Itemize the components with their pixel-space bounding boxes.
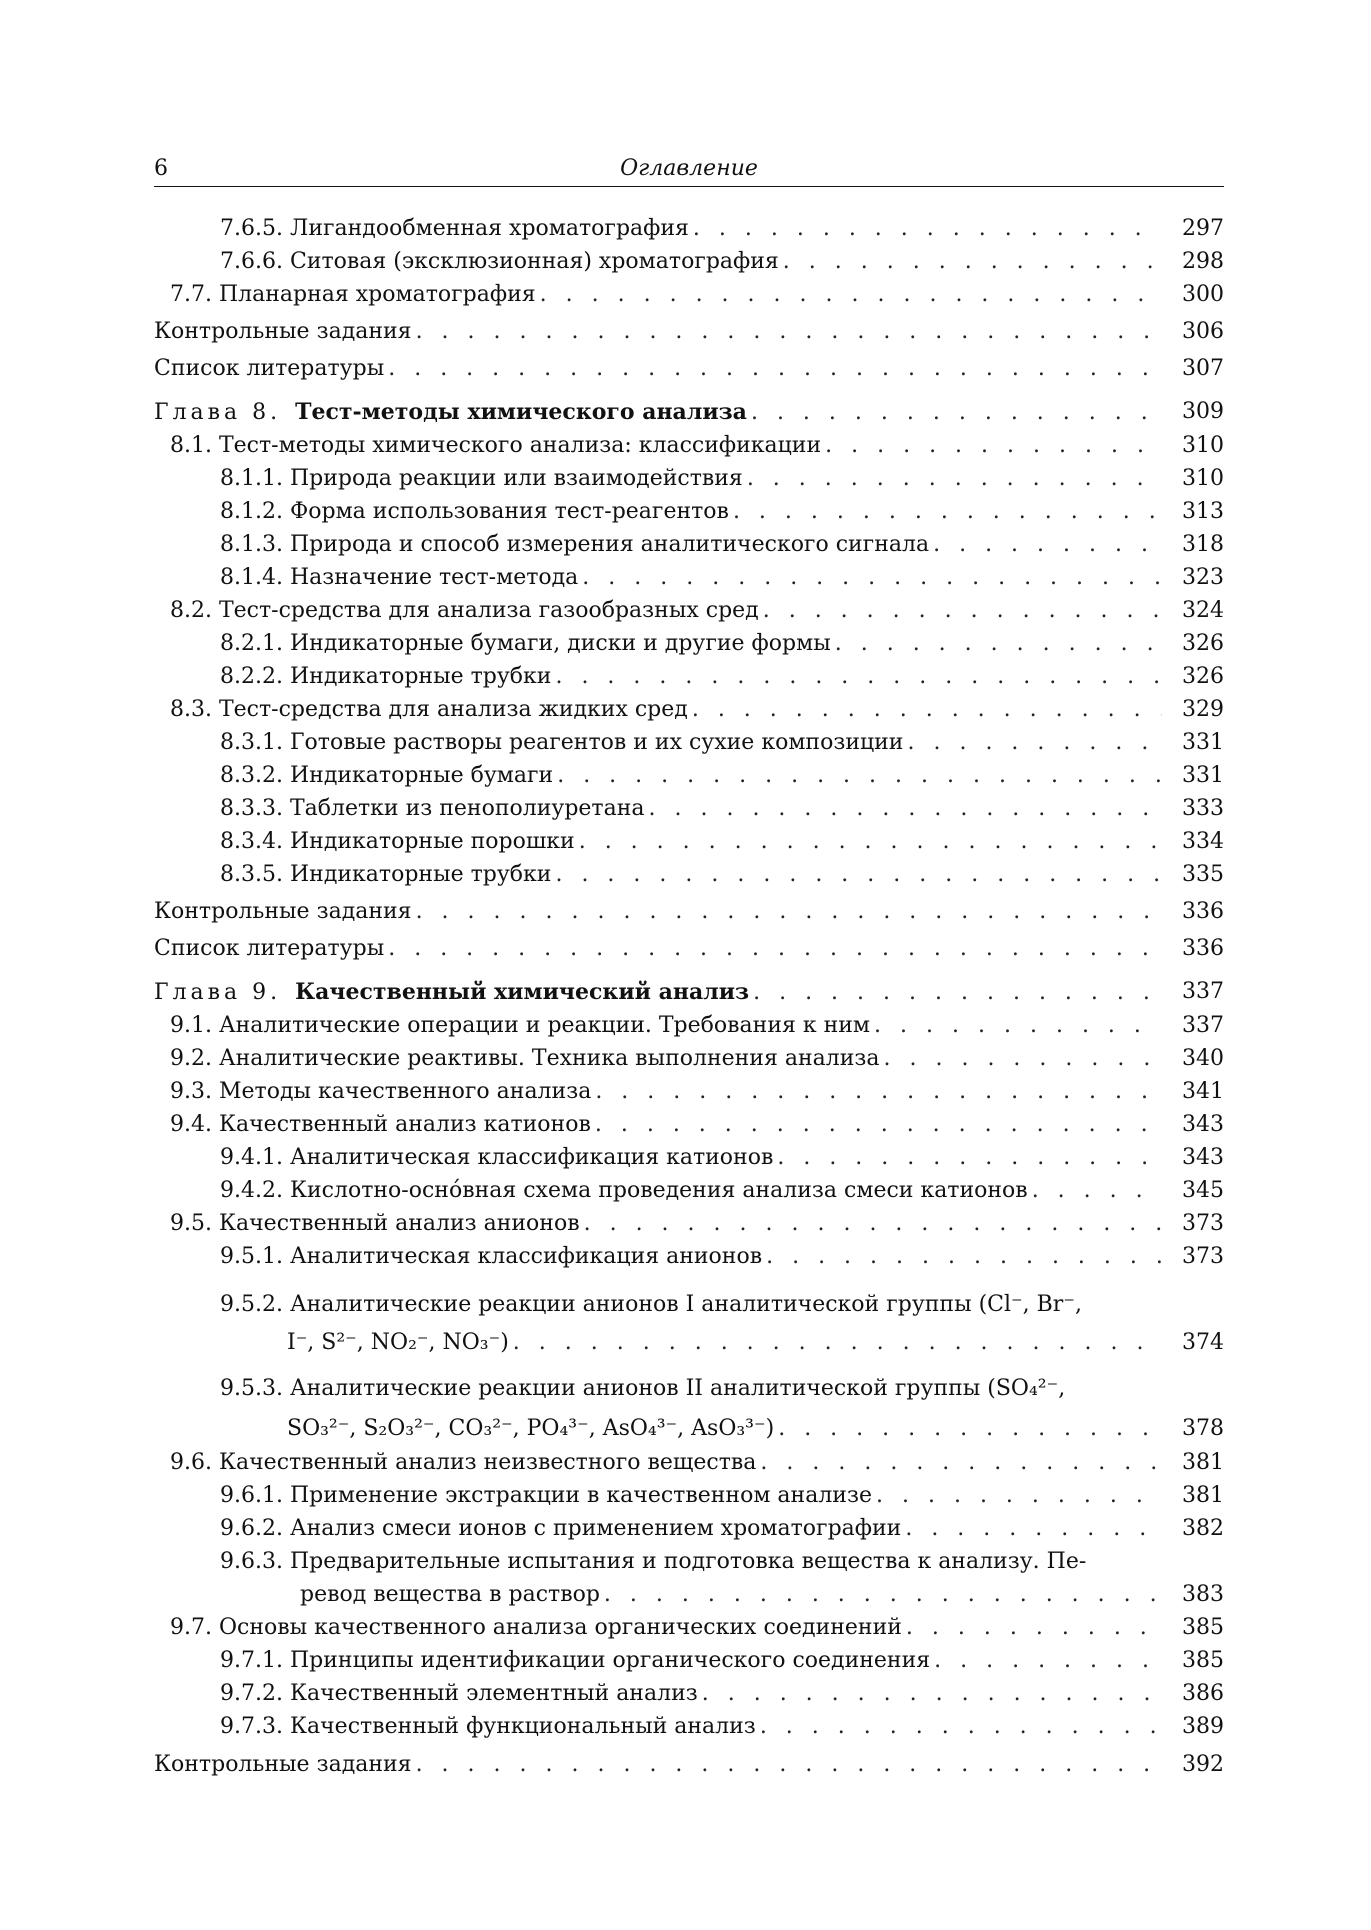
- toc-entry-title: Контрольные задания: [154, 319, 412, 344]
- dot-leader: [1032, 1176, 1162, 1206]
- dot-leader: [555, 662, 1162, 692]
- toc-entry-title: Принципы идентификации органического соединения: [289, 1648, 931, 1673]
- dot-leader: [555, 860, 1162, 890]
- dot-leader: [693, 214, 1162, 244]
- toc-entry-title: Предварительные испытания и подготовка вещества к анализу. Пе-: [289, 1549, 1087, 1574]
- toc-entry-page: 343: [1182, 1145, 1224, 1170]
- toc-entry[interactable]: [154, 596, 1224, 626]
- toc-entry-number: 9.7.: [170, 1615, 212, 1640]
- toc-entry-title: Аналитические реакции анионов I аналитической группы (Cl⁻, Br⁻,: [289, 1292, 1082, 1317]
- dot-leader: [783, 247, 1162, 277]
- toc-entry-title: Планарная хроматография: [218, 282, 536, 307]
- dot-leader: [835, 629, 1162, 659]
- toc-entry-page: 373: [1182, 1244, 1224, 1269]
- toc-entry-page: 306: [1182, 319, 1224, 344]
- toc-entry-number: 9.5.: [170, 1211, 212, 1236]
- toc-entry-page: 386: [1182, 1681, 1224, 1706]
- toc-entry[interactable]: [154, 1328, 1224, 1358]
- toc-entry-title: Лигандообменная хроматография: [289, 216, 689, 241]
- dot-leader: [579, 827, 1162, 857]
- toc-entry[interactable]: [154, 317, 1224, 347]
- dot-leader: [388, 934, 1162, 964]
- dot-leader: [760, 1712, 1162, 1742]
- dot-leader: [760, 1448, 1162, 1478]
- toc-entry-title: Кислотно-осно́вная схема проведения анализа смеси катионов: [289, 1178, 1028, 1203]
- toc-entry-first-line[interactable]: [220, 1290, 1224, 1320]
- dot-leader: [595, 1077, 1162, 1107]
- toc-entry-number: 9.2.: [170, 1046, 212, 1071]
- toc-entry-page: 381: [1182, 1483, 1224, 1508]
- toc-entry-title: Качественный анализ катионов: [218, 1112, 591, 1137]
- toc-entry-page: 309: [1182, 399, 1224, 424]
- toc-entry-number: 8.3.3.: [220, 796, 283, 821]
- dot-leader: [388, 354, 1162, 384]
- toc-entry-page: 335: [1182, 862, 1224, 887]
- dot-leader: [778, 1414, 1162, 1444]
- toc-entry[interactable]: [154, 1613, 1224, 1643]
- toc-entry-number: 8.3.4.: [220, 829, 283, 854]
- toc-entry[interactable]: [154, 1077, 1224, 1107]
- toc-entry-number: 8.2.1.: [220, 631, 283, 656]
- chapter-title: Качественный химический анализ: [295, 979, 750, 1005]
- toc-entry[interactable]: [154, 1679, 1224, 1709]
- toc-entry-title: Индикаторные бумаги: [289, 763, 554, 788]
- toc-entry-title: Список литературы: [154, 936, 385, 961]
- chapter-number: Глава 8.: [154, 400, 282, 425]
- toc-entry-number: 9.4.1.: [220, 1145, 283, 1170]
- toc-entry-number: 8.3.: [170, 697, 212, 722]
- toc-entry-title: Аналитические операции и реакции. Требования к ним: [218, 1013, 871, 1038]
- toc-entry-title: Контрольные задания: [154, 899, 412, 924]
- chapter-number: Глава 9.: [154, 980, 282, 1005]
- toc-entry-title: Аналитическая классификация анионов: [289, 1244, 763, 1269]
- toc-entry[interactable]: [154, 1011, 1224, 1041]
- toc-entry-number: 8.1.4.: [220, 565, 283, 590]
- toc-entry[interactable]: [154, 728, 1224, 758]
- toc-entry[interactable]: [154, 695, 1224, 725]
- toc-entry-page: 373: [1182, 1211, 1224, 1236]
- toc-entry[interactable]: [154, 662, 1224, 692]
- toc-entry-number: 8.1.: [170, 433, 212, 458]
- toc-entry-title: Природа реакции или взаимодействия: [289, 466, 743, 491]
- toc-entry-number: 8.1.1.: [220, 466, 283, 491]
- toc-entry-page: 378: [1182, 1416, 1224, 1441]
- toc-entry-page: 337: [1182, 1013, 1224, 1038]
- toc-entry-page: 329: [1182, 697, 1224, 722]
- toc-entry[interactable]: [154, 860, 1224, 890]
- toc-entry[interactable]: [154, 761, 1224, 791]
- dot-leader: [649, 794, 1163, 824]
- page-number: 6: [154, 156, 168, 181]
- toc-entry-number: 7.6.6.: [220, 249, 283, 274]
- toc-entry-page: 331: [1182, 730, 1224, 755]
- toc-entry-page: 331: [1182, 763, 1224, 788]
- toc-entry-title: Тест-методы химического анализа: классификации: [218, 433, 822, 458]
- toc-entry-title: Контрольные задания: [154, 1752, 412, 1777]
- toc-entry-title: Таблетки из пенополиуретана: [289, 796, 645, 821]
- toc-entry-title: Назначение тест-метода: [289, 565, 579, 590]
- toc-entry[interactable]: [154, 897, 1224, 927]
- toc-entry[interactable]: [154, 214, 1224, 244]
- toc-entry-number: 9.5.2.: [220, 1292, 283, 1317]
- toc-entry-number: 8.3.1.: [220, 730, 283, 755]
- dot-leader: [733, 497, 1162, 527]
- toc-entry[interactable]: [154, 354, 1224, 384]
- toc-entry-page: 300: [1182, 282, 1224, 307]
- toc-entry-number: 9.3.: [170, 1079, 212, 1104]
- toc-entry-number: 9.6.1.: [220, 1483, 283, 1508]
- toc-entry-title: Список литературы: [154, 356, 385, 381]
- toc-entry[interactable]: [154, 1514, 1224, 1544]
- toc-entry-title: Индикаторные бумаги, диски и другие формы: [289, 631, 831, 656]
- toc-entry-number: 7.7.: [170, 282, 212, 307]
- toc-entry-page: 382: [1182, 1516, 1224, 1541]
- toc-entry-title: Основы качественного анализа органических соединений: [218, 1615, 902, 1640]
- toc-entry[interactable]: [154, 1448, 1224, 1478]
- toc-entry[interactable]: [154, 794, 1224, 824]
- dot-leader: [934, 1646, 1162, 1676]
- toc-entry-title: Качественный функциональный анализ: [289, 1714, 756, 1739]
- toc-entry[interactable]: [154, 1176, 1224, 1206]
- toc-entry-title: Форма использования тест-реагентов: [289, 499, 729, 524]
- dot-leader: [825, 431, 1162, 461]
- dot-leader: [692, 695, 1162, 725]
- toc-entry-title: Индикаторные трубки: [289, 664, 552, 689]
- toc-entry[interactable]: [154, 563, 1224, 593]
- toc-entry-number: 9.4.2.: [220, 1178, 283, 1203]
- toc-entry-number: 8.2.: [170, 598, 212, 623]
- dot-leader: [876, 1481, 1162, 1511]
- toc-entry-number: 9.7.3.: [220, 1714, 283, 1739]
- toc-entry-title: Готовые растворы реагентов и их сухие композиции: [289, 730, 904, 755]
- toc-entry-number: 9.1.: [170, 1013, 212, 1038]
- toc-entry-page: 389: [1182, 1714, 1224, 1739]
- toc-entry-number: 8.3.5.: [220, 862, 283, 887]
- running-title: Оглавление: [620, 156, 758, 181]
- toc-entry[interactable]: [154, 497, 1224, 527]
- dot-leader: [905, 1514, 1162, 1544]
- dot-leader: [582, 563, 1162, 593]
- toc-entry-page: 323: [1182, 565, 1224, 590]
- toc-entry-page: 383: [1182, 1582, 1224, 1607]
- chapter-title: Тест-методы химического анализа: [295, 399, 747, 425]
- toc-entry-first-line[interactable]: [220, 1374, 1224, 1404]
- toc-entry[interactable]: [154, 1750, 1224, 1780]
- toc-entry-page: 326: [1182, 631, 1224, 656]
- toc-entry-number: 9.7.1.: [220, 1648, 283, 1673]
- dot-leader: [777, 1143, 1162, 1173]
- dot-leader: [702, 1679, 1162, 1709]
- toc-entry[interactable]: [154, 1044, 1224, 1074]
- toc-entry-number: 9.5.1.: [220, 1244, 283, 1269]
- toc-entry-title: Ситовая (эксклюзионная) хроматография: [289, 249, 779, 274]
- toc-entry-title: Анализ смеси ионов с применением хроматографии: [289, 1516, 902, 1541]
- toc-entry-page: 343: [1182, 1112, 1224, 1137]
- toc-entry-page: 334: [1182, 829, 1224, 854]
- toc-entry-page: 345: [1182, 1178, 1224, 1203]
- toc-chapter-entry[interactable]: [154, 977, 1224, 1007]
- toc-entry-page: 326: [1182, 664, 1224, 689]
- toc-entry-continuation: SO₃²⁻, S₂O₃²⁻, CO₃²⁻, PO₄³⁻, AsO₄³⁻, AsO₃³⁻): [287, 1416, 775, 1441]
- toc-entry[interactable]: [154, 431, 1224, 461]
- dot-leader: [751, 398, 1162, 428]
- toc-entry-title: Качественный элементный анализ: [289, 1681, 698, 1706]
- dot-leader: [747, 464, 1162, 494]
- toc-entry[interactable]: [154, 1143, 1224, 1173]
- dot-leader: [416, 317, 1162, 347]
- toc-entry[interactable]: [154, 1209, 1224, 1239]
- toc-entry-page: 297: [1182, 216, 1224, 241]
- toc-entry-page: 318: [1182, 532, 1224, 557]
- toc-entry-page: 385: [1182, 1648, 1224, 1673]
- dot-leader: [513, 1328, 1162, 1358]
- toc-entry-title: Тест-средства для анализа жидких сред: [218, 697, 688, 722]
- toc-entry[interactable]: [154, 629, 1224, 659]
- toc-entry-number: 8.1.2.: [220, 499, 283, 524]
- toc-entry[interactable]: [154, 464, 1224, 494]
- dot-leader: [933, 530, 1162, 560]
- toc-entry-number: 9.5.3.: [220, 1376, 283, 1401]
- dot-leader: [907, 728, 1162, 758]
- toc-entry-page: 298: [1182, 249, 1224, 274]
- toc-entry-title: Индикаторные порошки: [289, 829, 575, 854]
- toc-entry[interactable]: [154, 1580, 1224, 1610]
- toc-entry-page: 340: [1182, 1046, 1224, 1071]
- toc-entry-page: 374: [1182, 1330, 1224, 1355]
- toc-entry[interactable]: [154, 1481, 1224, 1511]
- toc-chapter-entry[interactable]: [154, 397, 1224, 427]
- dot-leader: [416, 897, 1162, 927]
- toc-entry[interactable]: [154, 1712, 1224, 1742]
- toc-entry-page: 310: [1182, 433, 1224, 458]
- toc-entry-number: 9.4.: [170, 1112, 212, 1137]
- toc-entry-first-line[interactable]: [220, 1547, 1224, 1577]
- running-header: [154, 152, 1224, 187]
- toc-entry-continuation: ревод вещества в раствор: [300, 1582, 600, 1607]
- toc-entry-title: Индикаторные трубки: [289, 862, 552, 887]
- toc-entry[interactable]: [154, 827, 1224, 857]
- toc-entry-page: 336: [1182, 936, 1224, 961]
- toc-entry-title: Качественный анализ анионов: [218, 1211, 580, 1236]
- dot-leader: [557, 761, 1162, 791]
- toc-entry-page: 337: [1182, 979, 1224, 1004]
- toc-entry-number: 8.2.2.: [220, 664, 283, 689]
- toc-entry[interactable]: [154, 1646, 1224, 1676]
- toc-entry-page: 341: [1182, 1079, 1224, 1104]
- toc-entry-title: Аналитические реактивы. Техника выполнения анализа: [218, 1046, 880, 1071]
- toc-entry-title: Методы качественного анализа: [218, 1079, 592, 1104]
- toc-entry[interactable]: [154, 530, 1224, 560]
- toc-entry[interactable]: [154, 1414, 1224, 1444]
- toc-entry-page: 313: [1182, 499, 1224, 524]
- toc-entry-page: 324: [1182, 598, 1224, 623]
- toc-entry-continuation: I⁻, S²⁻, NO₂⁻, NO₃⁻): [287, 1330, 509, 1355]
- dot-leader: [584, 1209, 1162, 1239]
- dot-leader: [753, 978, 1162, 1008]
- toc-entry-title: Применение экстракции в качественном анализе: [289, 1483, 872, 1508]
- toc-entry-number: 9.6.3.: [220, 1549, 283, 1574]
- toc-entry-page: 333: [1182, 796, 1224, 821]
- dot-leader: [604, 1580, 1162, 1610]
- toc-entry-number: 8.3.2.: [220, 763, 283, 788]
- toc-entry[interactable]: [154, 1110, 1224, 1140]
- dot-leader: [595, 1110, 1162, 1140]
- toc-entry-title: Аналитические реакции анионов II аналитической группы (SO₄²⁻,: [289, 1376, 1066, 1401]
- toc-entry-number: 8.1.3.: [220, 532, 283, 557]
- toc-entry[interactable]: [154, 1242, 1224, 1272]
- dot-leader: [884, 1044, 1163, 1074]
- toc-entry-page: 392: [1182, 1752, 1224, 1777]
- toc-entry-number: 9.6.: [170, 1450, 212, 1475]
- toc-entry-title: Тест-средства для анализа газообразных сред: [218, 598, 759, 623]
- dot-leader: [874, 1011, 1162, 1041]
- toc-entry-number: 7.6.5.: [220, 216, 283, 241]
- toc-entry-number: 9.7.2.: [220, 1681, 283, 1706]
- toc-entry-page: 307: [1182, 356, 1224, 381]
- toc-entry-page: 385: [1182, 1615, 1224, 1640]
- toc-entry-title: Природа и способ измерения аналитического сигнала: [289, 532, 930, 557]
- dot-leader: [416, 1750, 1162, 1780]
- toc-entry-page: 381: [1182, 1450, 1224, 1475]
- dot-leader: [906, 1613, 1162, 1643]
- toc-entry[interactable]: [154, 280, 1224, 310]
- toc-entry-title: Качественный анализ неизвестного вещества: [218, 1450, 757, 1475]
- toc-entry-number: 9.6.2.: [220, 1516, 283, 1541]
- dot-leader: [763, 596, 1162, 626]
- toc-entry-page: 310: [1182, 466, 1224, 491]
- toc-entry[interactable]: [154, 934, 1224, 964]
- dot-leader: [766, 1242, 1162, 1272]
- toc-entry[interactable]: [154, 247, 1224, 277]
- toc-entry-title: Аналитическая классификация катионов: [289, 1145, 774, 1170]
- dot-leader: [540, 280, 1162, 310]
- toc-entry-page: 336: [1182, 899, 1224, 924]
